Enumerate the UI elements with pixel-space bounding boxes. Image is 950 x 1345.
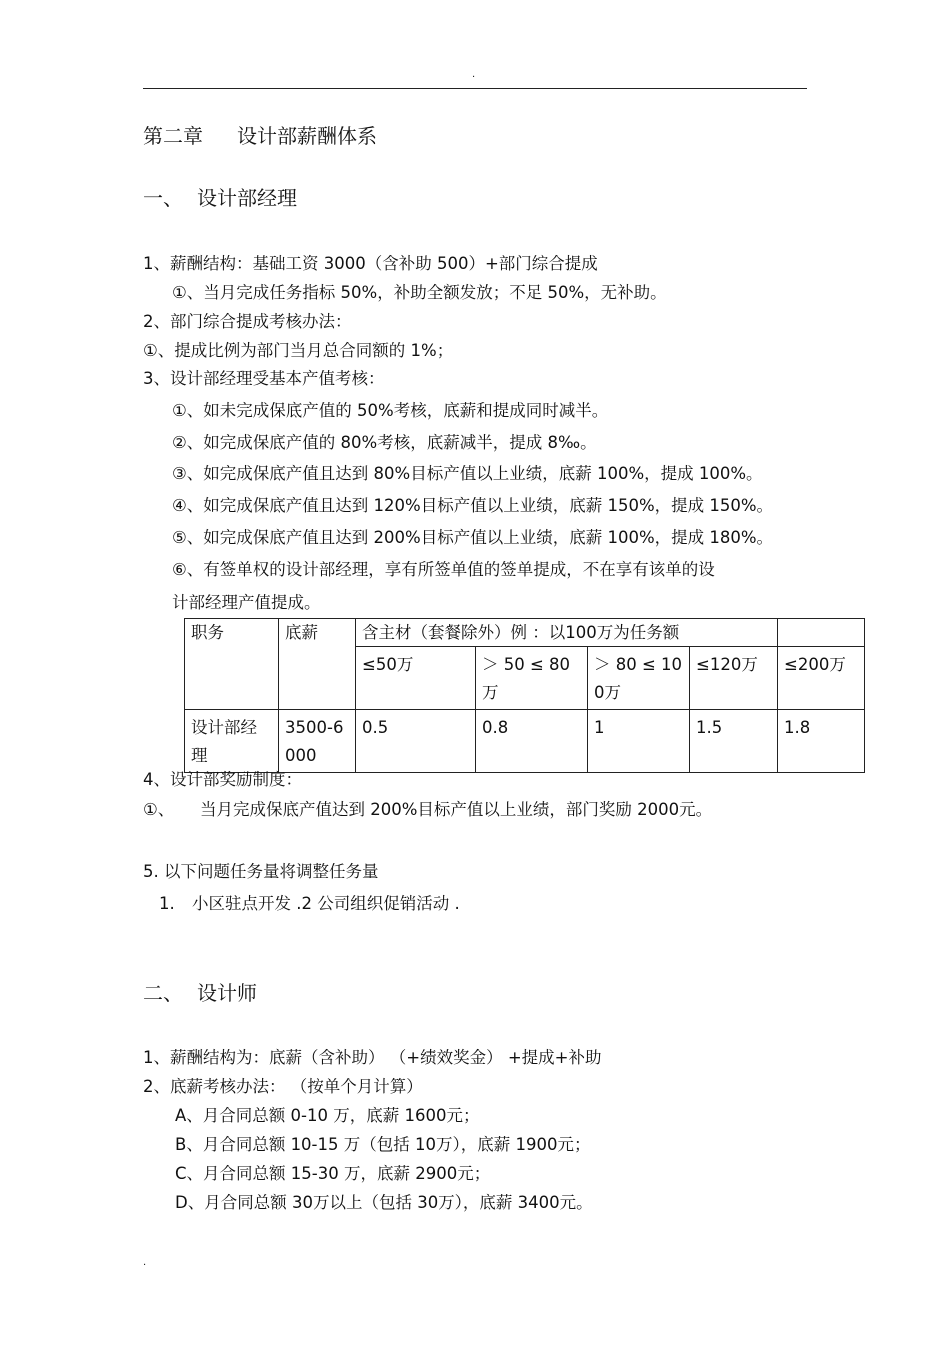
chapter-heading xyxy=(143,124,377,148)
s2-line-4: B、月合同总额 10-15 万（包括 10万），底薪 1900元； xyxy=(175,1135,591,1154)
s2-line-1: 1、薪酬结构为：底薪（含补助） （+绩效奖金） +提成+补助 xyxy=(143,1048,602,1067)
tier-cell: ≤120万 xyxy=(690,647,778,710)
th-commission-span: 含主材（套餐除外）例 ：以100万为任务额 xyxy=(356,619,778,647)
section2-number: 二、 xyxy=(143,981,183,1005)
tier-cell: ＞ 80 ≤ 100万 xyxy=(588,647,690,710)
th-base-salary: 底薪 xyxy=(279,619,356,710)
s1-line-1: 1、薪酬结构：基础工资 3000（含补助 500）+部门综合提成 xyxy=(143,254,598,273)
section2-heading xyxy=(143,981,257,1005)
th-position: 职务 xyxy=(185,619,279,710)
tier-cell: ＞ 50 ≤ 80 万 xyxy=(476,647,588,710)
s1-line-4: ①、提成比例为部门当月总合同额的 1%； xyxy=(143,341,454,360)
row-value: 1.5 xyxy=(690,710,778,773)
chapter-title: 设计部薪酬体系 xyxy=(237,124,377,148)
s2-line-3: A、月合同总额 0-10 万，底薪 1600元； xyxy=(175,1106,480,1125)
header-dot: . xyxy=(472,69,476,80)
s1-line-6: ①、如未完成保底产值的 50%考核，底薪和提成同时减半。 xyxy=(172,401,609,420)
s1-line-8: ③、如完成保底产值且达到 80%目标产值以上业绩，底薪 100%，提成 100%。 xyxy=(172,464,763,483)
footer-dot: . xyxy=(143,1257,147,1268)
s1-after-line-2-marker: ①、 xyxy=(143,800,175,819)
header-rule xyxy=(143,88,807,89)
section2-title: 设计师 xyxy=(197,981,257,1005)
chapter-label: 第二章 xyxy=(143,124,203,148)
tier-cell: ≤200万 xyxy=(778,647,865,710)
s1-line-10: ⑤、如完成保底产值且达到 200%目标产值以上业绩，底薪 100%，提成 180%。 xyxy=(172,528,774,547)
s1-line-5: 3、设计部经理受基本产值考核： xyxy=(143,369,385,388)
s1-line-2: ①、当月完成任务指标 50%，补助全额发放；不足 50%，无补助。 xyxy=(172,283,667,302)
table-header-row xyxy=(185,619,865,647)
s2-line-2: 2、底薪考核办法： （按单个月计算） xyxy=(143,1077,423,1096)
s1-after-line-3: 5. 以下问题任务量将调整任务量 xyxy=(143,862,379,881)
s1-after-line-2-text: 当月完成保底产值达到 200%目标产值以上业绩，部门奖励 2000元。 xyxy=(200,800,713,819)
s2-line-5: C、月合同总额 15-30 万，底薪 2900元； xyxy=(175,1164,491,1183)
section1-heading xyxy=(143,186,297,210)
s1-line-12: 计部经理产值提成。 xyxy=(172,593,321,612)
row-base-salary: 3500-6000 xyxy=(279,710,356,773)
s2-line-6: D、月合同总额 30万以上（包括 30万），底薪 3400元。 xyxy=(175,1193,593,1212)
row-position: 设计部经理 xyxy=(185,710,279,773)
s1-line-9: ④、如完成保底产值且达到 120%目标产值以上业绩，底薪 150%，提成 150%。 xyxy=(172,496,774,515)
row-value: 0.8 xyxy=(476,710,588,773)
s1-after-line-4-marker: 1. xyxy=(159,894,175,913)
row-value: 1.8 xyxy=(778,710,865,773)
s1-after-line-1: 4、设计部奖励制度： xyxy=(143,770,302,789)
s1-after-line-4-text: 小区驻点开发 .2 公司组织促销活动 . xyxy=(192,894,460,913)
tier-cell: ≤50万 xyxy=(356,647,476,710)
manager-pay-table xyxy=(184,618,865,773)
s1-line-7: ②、如完成保底产值的 80%考核，底薪减半，提成 8‰。 xyxy=(172,433,597,452)
section1-title: 设计部经理 xyxy=(197,186,297,210)
s1-line-11: ⑥、有签单权的设计部经理，享有所签单值的签单提成，不在享有该单的设 xyxy=(172,560,715,579)
table-row xyxy=(185,710,865,773)
section1-number: 一、 xyxy=(143,186,183,210)
th-blank xyxy=(778,619,865,647)
row-value: 1 xyxy=(588,710,690,773)
s1-line-3: 2、部门综合提成考核办法： xyxy=(143,312,352,331)
row-value: 0.5 xyxy=(356,710,476,773)
